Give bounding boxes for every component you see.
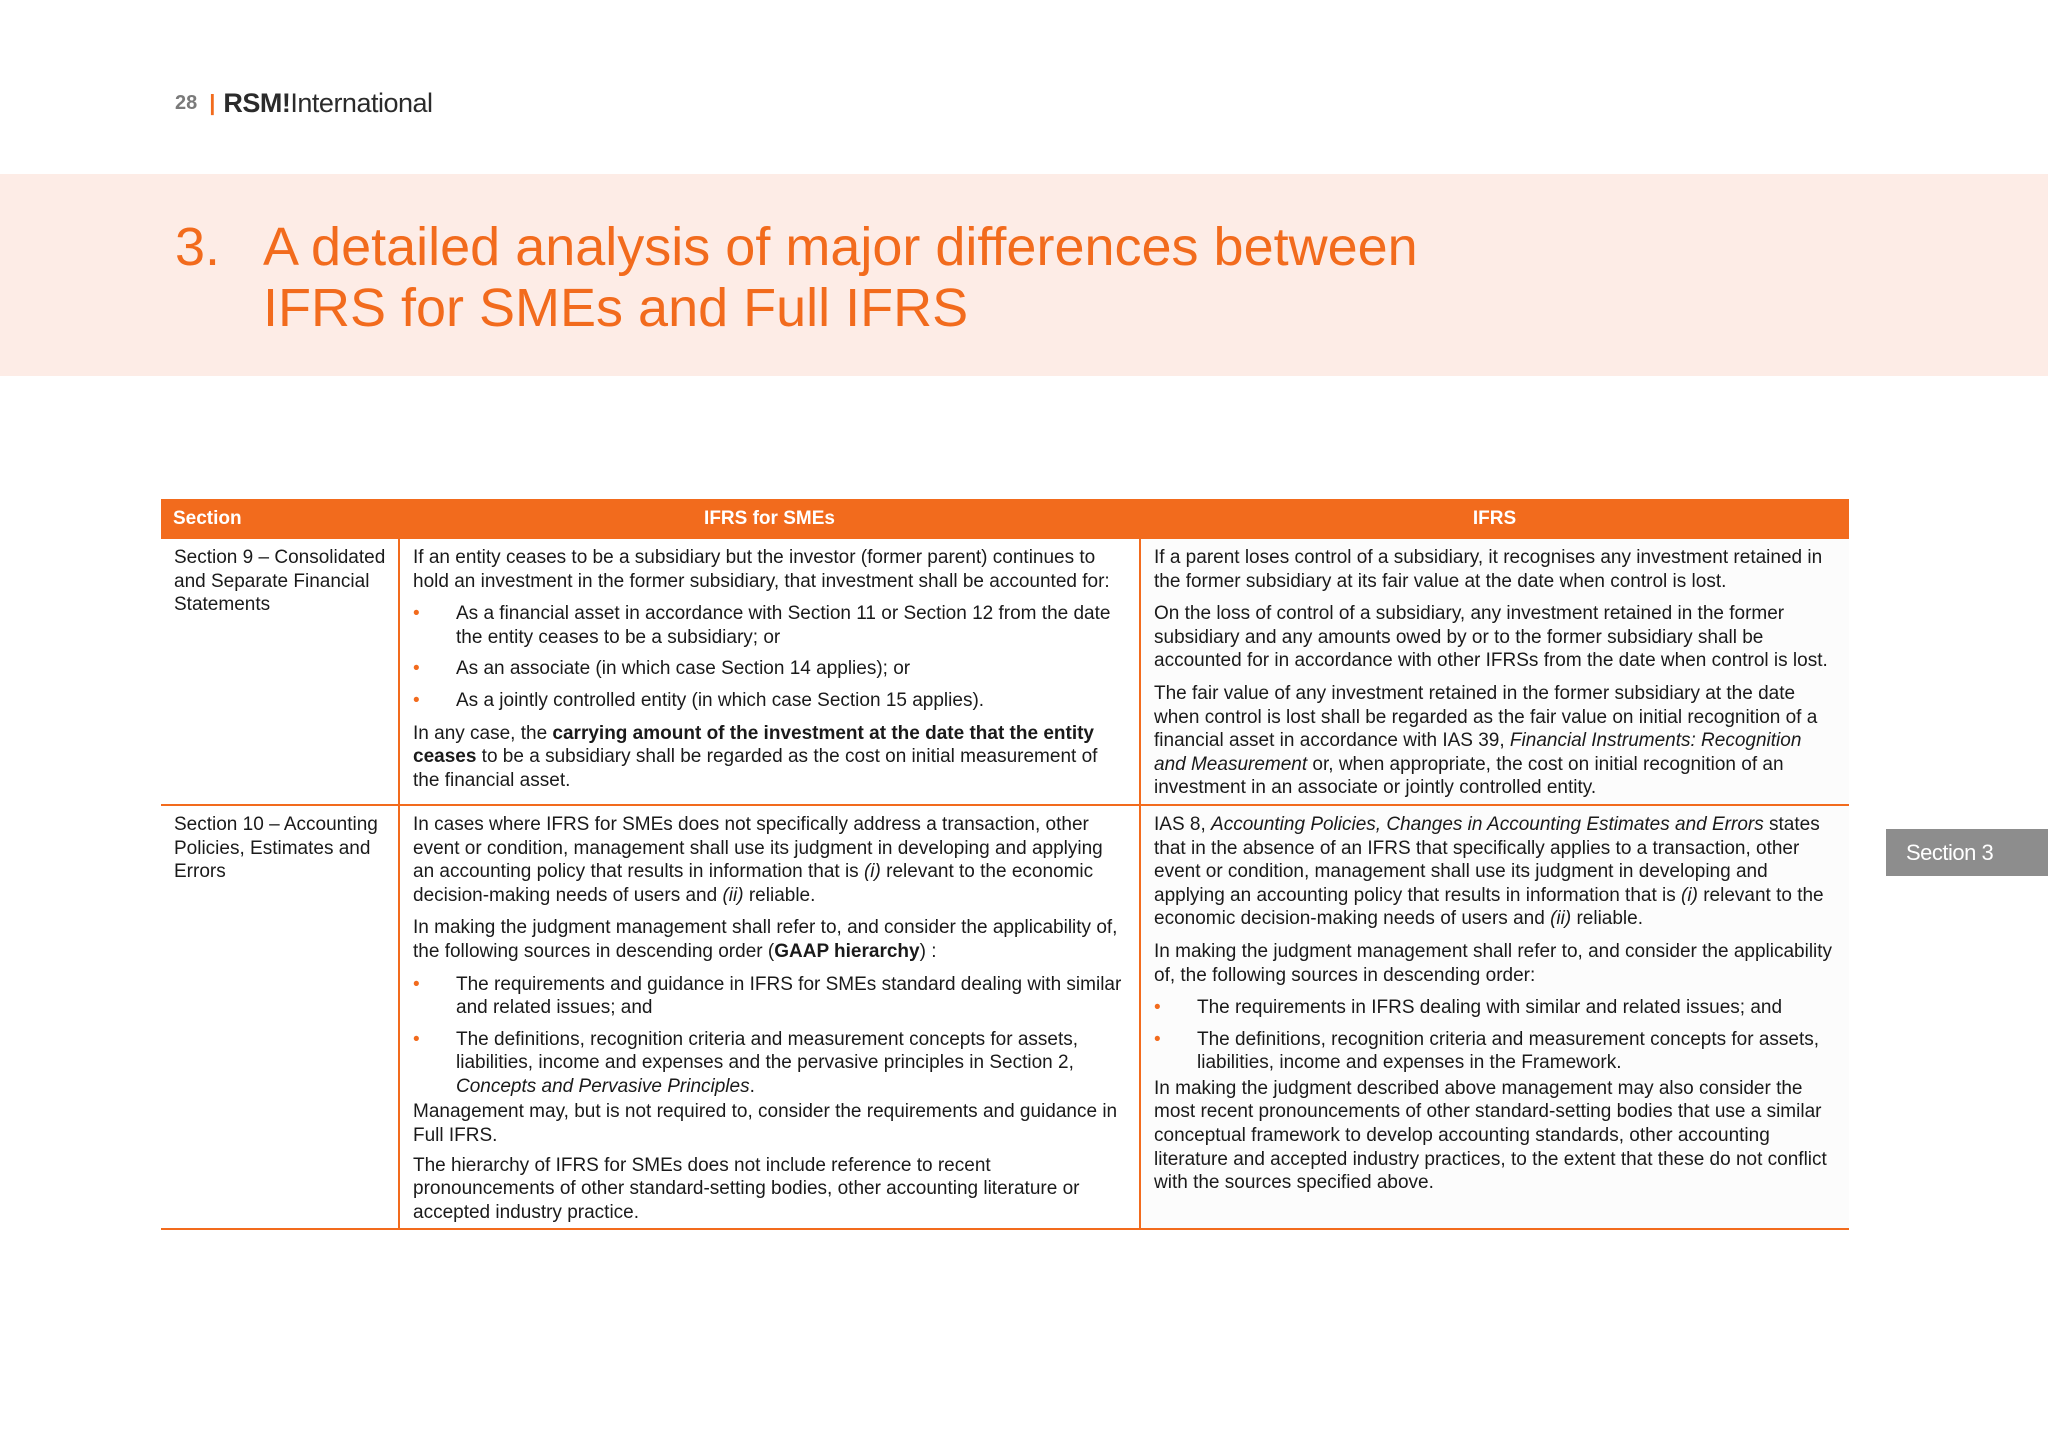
row2-ifrs-cell <box>1140 805 1849 1230</box>
italic-run: Financial Instruments: Recognition and Measurement <box>1154 730 1802 775</box>
title-line-1: A detailed analysis of major differences between <box>263 217 1418 277</box>
title-text <box>263 217 1418 339</box>
text-run: to be a subsidiary shall be regarded as the cost on initial measurement of the financial asset. <box>413 746 1098 791</box>
title-number: 3. <box>175 217 221 277</box>
italic-run: Concepts and Pervasive Principles <box>456 1075 750 1097</box>
list-item: • As an associate (in which case Section 14 applies); or <box>413 657 1127 681</box>
section-tab[interactable]: Section 3 <box>1886 829 2048 876</box>
text-run: In any case, the <box>413 722 553 744</box>
row1-ifrs-cell <box>1140 539 1849 805</box>
row2-smes-bullets <box>413 973 1127 1099</box>
italic-run: (ii) <box>722 884 744 906</box>
page-title <box>175 217 1418 339</box>
text-run: reliable. <box>1571 908 1643 930</box>
list-item: • The requirements in IFRS dealing with similar and related issues; and <box>1154 996 1837 1020</box>
row1-smes-bullets <box>413 602 1127 712</box>
list-item <box>413 1028 1127 1099</box>
italic-run: (i) <box>863 861 881 883</box>
text-run: relevant to the economic decision-making needs of users and <box>413 861 1094 906</box>
list-item: • As a jointly controlled entity (in which case Section 15 applies). <box>413 689 1127 713</box>
row2-smes-para4: The hierarchy of IFRS for SMEs does not include reference to recent pronouncements of other standard-setting bodies, other accounting literature or accepted industry practice. <box>413 1154 1080 1223</box>
header-ifrs-smes: IFRS for SMEs <box>399 499 1140 539</box>
row1-ifrs-para1: If a parent loses control of a subsidiary, it recognises any investment retained in the former subsidiary at its fair value at the date when control is lost. <box>1154 547 1823 592</box>
text-run: In making the judgment management shall refer to, and consider the applicability of, the following sources in descending order ( <box>413 917 1118 962</box>
rsm-logo <box>223 88 432 119</box>
row1-section: Section 9 – Consolidated and Separate Financial Statements <box>161 539 399 805</box>
row2-ifrs-para2: In making the judgment management shall refer to, and consider the applicability of, the following sources in descending order: <box>1154 940 1833 986</box>
text-run: states that in the absence of an IFRS that specifically applies to a transaction, other event or condition, management shall use its judgment in developing and applying an accounting policy that results in information that is <box>1154 813 1820 906</box>
text-run: The definitions, recognition criteria and measurement concepts for assets, liabilities, income and expenses and the pervasive principles in Section 2, <box>456 1028 1079 1074</box>
header-section: Section <box>161 499 399 539</box>
italic-run: (ii) <box>1550 908 1572 930</box>
row1-ifrs-para2: On the loss of control of a subsidiary, any investment retained in the former subsidiary and any amounts owed by or to the former subsidiary shall be accounted for in accordance with other IFRSs from the date when control is lost. <box>1154 603 1828 672</box>
row2-smes-para3: Management may, but is not required to, consider the requirements and guidance in Full IFRS. <box>413 1101 1118 1147</box>
page-header <box>175 86 433 120</box>
row2-ifrs-bullets <box>1154 996 1837 1075</box>
bold-run: GAAP hierarchy <box>774 940 920 962</box>
row2-smes-para1 <box>413 813 1127 907</box>
list-item: • As a financial asset in accordance with Section 11 or Section 12 from the date the entity ceases to be a subsidiary; or <box>413 602 1127 649</box>
table-header-row <box>161 499 1849 539</box>
text-run: . <box>749 1075 755 1097</box>
row2-ifrs-para3: In making the judgment described above management may also consider the most recent pronouncements of other standard-setting bodies that use a similar conceptual framework to develop accounting standards, other accounting literature and accepted industry practices, to the extent that these do not conflict with the sources specified above. <box>1154 1077 1827 1194</box>
row2-section: Section 10 – Accounting Policies, Estimates and Errors <box>161 805 399 1230</box>
row1-smes-para2 <box>413 722 1127 793</box>
text-run: relevant to the economic decision-making needs of users and <box>1154 884 1824 930</box>
row1-smes-cell <box>399 539 1140 805</box>
text-run: reliable. <box>743 884 816 906</box>
bold-run: carrying amount of the investment at the date that the entity ceases <box>413 722 1094 768</box>
page-number: 28 <box>175 91 198 114</box>
text-run: IAS 8, <box>1154 813 1212 835</box>
table-row <box>161 539 1849 805</box>
italic-run: (i) <box>1681 884 1698 906</box>
text-run: In cases where IFRS for SMEs does not specifically address a transaction, other event or condition, management shall use its judgment in developing and applying an accounting policy that results in information that is <box>413 813 1103 883</box>
row2-smes-cell <box>399 805 1140 1230</box>
brand-bold: RSM! <box>223 87 291 118</box>
text-run: ) : <box>919 940 937 962</box>
list-item: • The definitions, recognition criteria and measurement concepts for assets, liabilities, income and expenses in the Framework. <box>1154 1028 1837 1075</box>
brand-rest: International <box>290 87 433 118</box>
row1-ifrs-para3 <box>1154 682 1837 800</box>
header-separator: | <box>209 90 216 115</box>
row2-ifrs-para1 <box>1154 813 1837 931</box>
row2-smes-para2 <box>413 916 1127 963</box>
title-line-2: IFRS for SMEs and Full IFRS <box>263 278 969 338</box>
italic-run: Accounting Policies, Changes in Accounting Estimates and Errors <box>1211 813 1764 835</box>
header-ifrs: IFRS <box>1140 499 1849 539</box>
comparison-table <box>161 499 1849 1230</box>
row1-smes-para1: If an entity ceases to be a subsidiary but the investor (former parent) continues to hold an investment in the former subsidiary, that investment shall be accounted for: <box>413 547 1110 592</box>
table-row <box>161 805 1849 1230</box>
list-item: • The requirements and guidance in IFRS for SMEs standard dealing with similar and related issues; and <box>413 973 1127 1020</box>
text-run: The fair value of any investment retained in the former subsidiary at the date when control is lost shall be regarded as the fair value on initial recognition of a financial asset in accordance with IAS 39, <box>1154 682 1818 752</box>
text-run: or, when appropriate, the cost on initial recognition of an investment in an associate or jointly controlled entity. <box>1154 753 1784 799</box>
